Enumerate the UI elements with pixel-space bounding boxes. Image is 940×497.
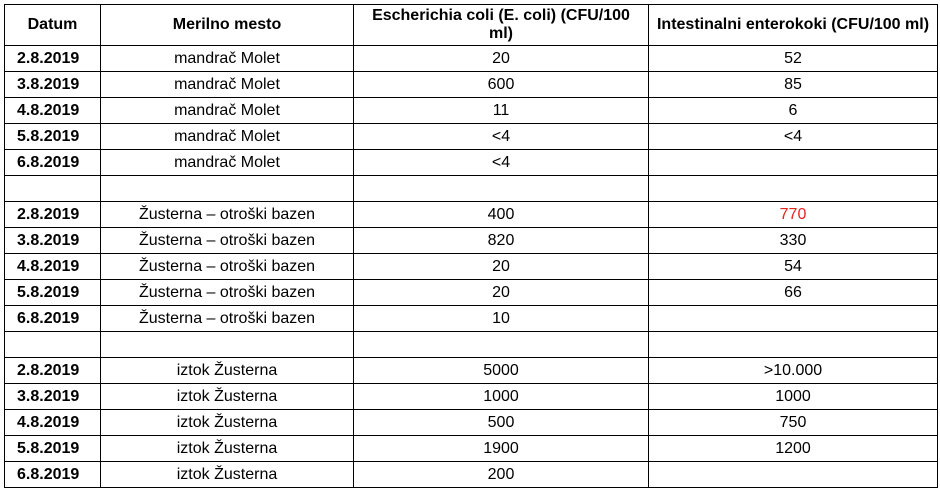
cell-location: iztok Žusterna xyxy=(101,358,354,384)
cell-e-coli: 400 xyxy=(354,202,649,228)
table-row xyxy=(5,306,938,332)
cell-location: mandrač Molet xyxy=(101,72,354,98)
table-row xyxy=(5,436,938,462)
table-row xyxy=(5,280,938,306)
cell-enterokoki xyxy=(649,306,938,332)
table-row xyxy=(5,202,938,228)
cell-date: 3.8.2019 xyxy=(5,228,101,254)
table-row xyxy=(5,46,938,72)
cell-date xyxy=(5,332,101,358)
cell-e-coli: 500 xyxy=(354,410,649,436)
water-quality-table xyxy=(4,4,938,488)
header-datum: Datum xyxy=(5,5,101,46)
cell-date: 5.8.2019 xyxy=(5,280,101,306)
cell-date: 4.8.2019 xyxy=(5,410,101,436)
cell-enterokoki: 6 xyxy=(649,98,938,124)
cell-location: mandrač Molet xyxy=(101,98,354,124)
cell-enterokoki xyxy=(649,462,938,488)
cell-date: 6.8.2019 xyxy=(5,306,101,332)
cell-e-coli xyxy=(354,332,649,358)
cell-date: 3.8.2019 xyxy=(5,72,101,98)
table-row xyxy=(5,384,938,410)
table-row xyxy=(5,254,938,280)
cell-date: 4.8.2019 xyxy=(5,98,101,124)
cell-location: iztok Žusterna xyxy=(101,462,354,488)
cell-enterokoki: <4 xyxy=(649,124,938,150)
cell-date: 2.8.2019 xyxy=(5,202,101,228)
cell-enterokoki: 52 xyxy=(649,46,938,72)
cell-e-coli: 1900 xyxy=(354,436,649,462)
cell-enterokoki: 1200 xyxy=(649,436,938,462)
cell-date: 4.8.2019 xyxy=(5,254,101,280)
cell-e-coli: 10 xyxy=(354,306,649,332)
cell-enterokoki xyxy=(649,176,938,202)
cell-location: mandrač Molet xyxy=(101,46,354,72)
cell-location: iztok Žusterna xyxy=(101,410,354,436)
cell-location: Žusterna – otroški bazen xyxy=(101,202,354,228)
cell-location xyxy=(101,332,354,358)
cell-date: 2.8.2019 xyxy=(5,358,101,384)
cell-date: 6.8.2019 xyxy=(5,462,101,488)
table-row xyxy=(5,462,938,488)
table-row xyxy=(5,332,938,358)
table-row xyxy=(5,150,938,176)
cell-e-coli: 600 xyxy=(354,72,649,98)
cell-e-coli: 20 xyxy=(354,254,649,280)
table-row xyxy=(5,176,938,202)
cell-e-coli xyxy=(354,176,649,202)
table-row xyxy=(5,98,938,124)
cell-date: 2.8.2019 xyxy=(5,46,101,72)
cell-enterokoki xyxy=(649,332,938,358)
cell-location: mandrač Molet xyxy=(101,124,354,150)
cell-location: iztok Žusterna xyxy=(101,384,354,410)
header-e-coli: Escherichia coli (E. coli) (CFU/100 ml) xyxy=(354,5,649,46)
cell-e-coli: 200 xyxy=(354,462,649,488)
header-merilno-mesto: Merilno mesto xyxy=(101,5,354,46)
header-row xyxy=(5,5,938,46)
cell-enterokoki: 85 xyxy=(649,72,938,98)
cell-date: 5.8.2019 xyxy=(5,436,101,462)
cell-e-coli: <4 xyxy=(354,124,649,150)
cell-location: iztok Žusterna xyxy=(101,436,354,462)
cell-location: Žusterna – otroški bazen xyxy=(101,306,354,332)
cell-location: Žusterna – otroški bazen xyxy=(101,228,354,254)
cell-enterokoki: 66 xyxy=(649,280,938,306)
table-row xyxy=(5,72,938,98)
header-enterokoki: Intestinalni enterokoki (CFU/100 ml) xyxy=(649,5,938,46)
cell-location: Žusterna – otroški bazen xyxy=(101,280,354,306)
cell-location xyxy=(101,176,354,202)
cell-e-coli: 20 xyxy=(354,46,649,72)
table-row xyxy=(5,228,938,254)
cell-e-coli: 820 xyxy=(354,228,649,254)
cell-date: 6.8.2019 xyxy=(5,150,101,176)
table-row xyxy=(5,124,938,150)
cell-enterokoki: 54 xyxy=(649,254,938,280)
cell-enterokoki: 770 xyxy=(649,202,938,228)
cell-e-coli: 5000 xyxy=(354,358,649,384)
cell-enterokoki: >10.000 xyxy=(649,358,938,384)
cell-date xyxy=(5,176,101,202)
cell-enterokoki: 750 xyxy=(649,410,938,436)
cell-date: 5.8.2019 xyxy=(5,124,101,150)
table-row xyxy=(5,410,938,436)
cell-e-coli: 20 xyxy=(354,280,649,306)
cell-location: Žusterna – otroški bazen xyxy=(101,254,354,280)
cell-enterokoki: 330 xyxy=(649,228,938,254)
cell-enterokoki xyxy=(649,150,938,176)
cell-location: mandrač Molet xyxy=(101,150,354,176)
cell-e-coli: 1000 xyxy=(354,384,649,410)
table-row xyxy=(5,358,938,384)
cell-enterokoki: 1000 xyxy=(649,384,938,410)
table-body xyxy=(5,46,938,488)
cell-e-coli: 11 xyxy=(354,98,649,124)
cell-date: 3.8.2019 xyxy=(5,384,101,410)
cell-e-coli: <4 xyxy=(354,150,649,176)
